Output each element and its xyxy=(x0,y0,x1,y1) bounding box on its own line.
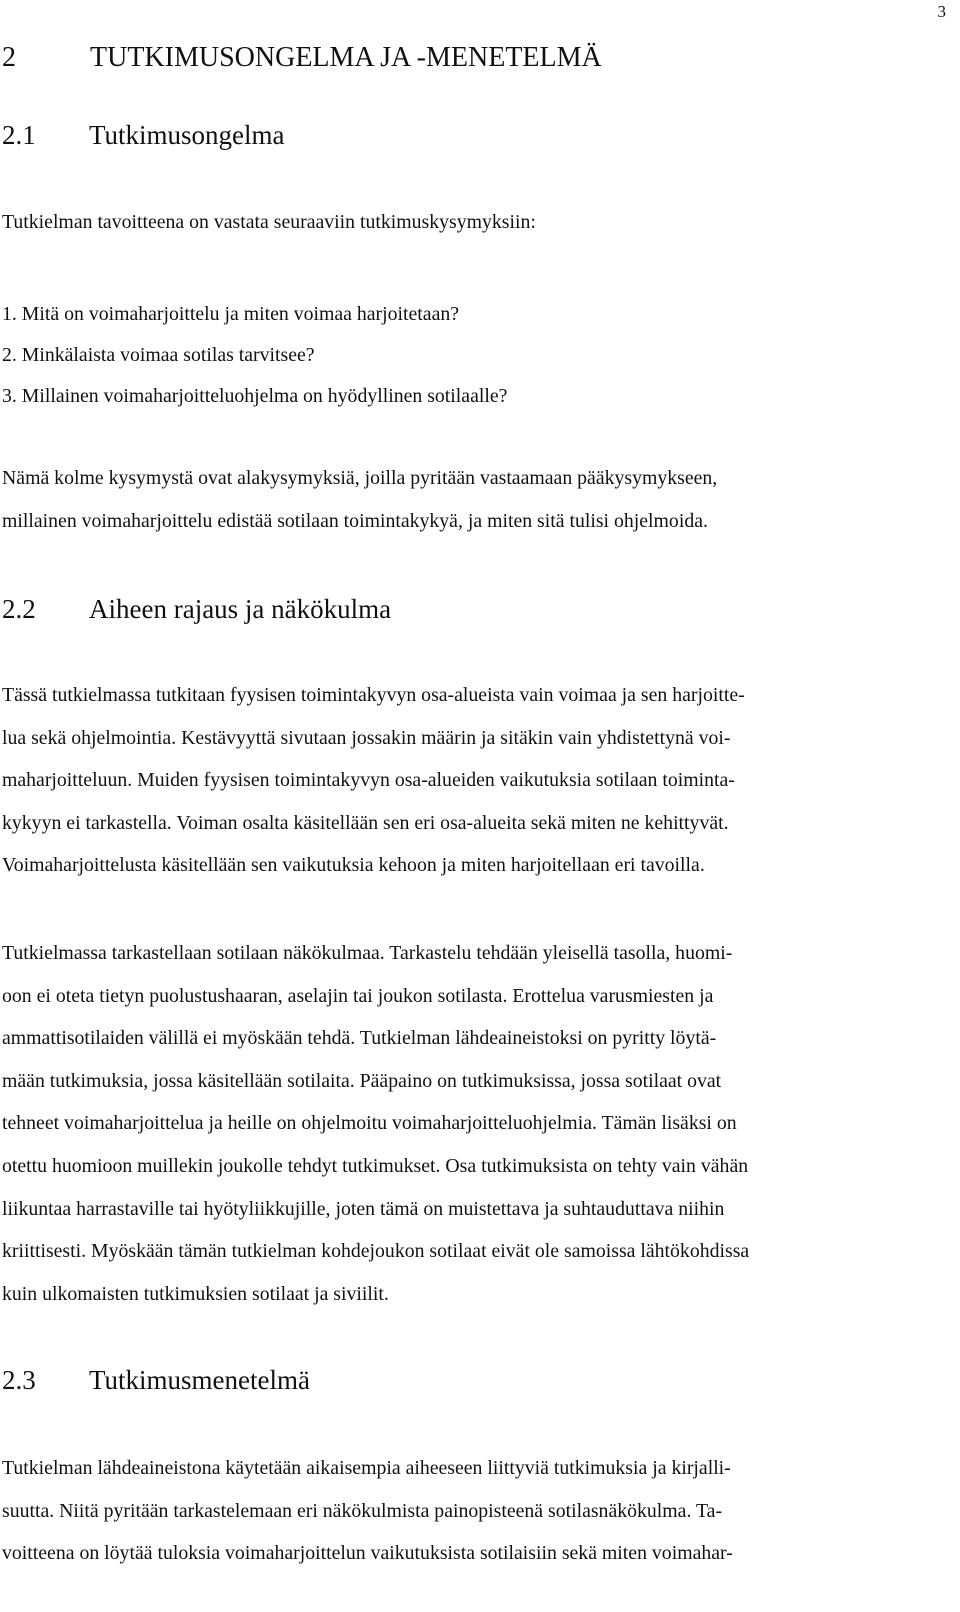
text-line: Tässä tutkielmassa tutkitaan fyysisen toimintakyvyn osa-alueista vain voimaa ja sen harjoitte- xyxy=(2,684,745,706)
section-title: Tutkimusmenetelmä xyxy=(89,1365,310,1395)
section-number: 2.3 xyxy=(2,1365,36,1395)
intro-paragraph xyxy=(2,201,942,244)
text-line: ammattisotilaiden välillä ei myöskään tehdä. Tutkielman lähdeaineistoksi on pyritty löytä- xyxy=(2,1027,717,1050)
text-line: Tutkielman tavoitteena on vastata seuraaviin tutkimuskysymyksiin: xyxy=(2,211,536,233)
section-title: Tutkimusongelma xyxy=(89,120,285,150)
research-questions-list xyxy=(2,294,507,417)
text-line: mään tutkimuksia, jossa käsitellään sotilaita. Pääpaino on tutkimuksissa, jossa sotilaat ovat xyxy=(2,1069,722,1092)
list-item: 3. Millainen voimaharjoitteluohjelma on hyödyllinen sotilaalle? xyxy=(2,385,508,407)
text-line: kuin ulkomaisten tutkimuksien sotilaat ja siviilit. xyxy=(2,1282,389,1305)
paragraph-method xyxy=(2,1447,942,1575)
section-heading-2-2 xyxy=(2,590,391,628)
text-line: tehneet voimaharjoittelua ja heille on ohjelmoitu voimaharjoitteluohjelmia. Tämän lisäksi on xyxy=(2,1112,737,1135)
text-line: liikuntaa harrastaville tai hyötyliikkujille, joten tämä on muistettava ja suhtauduttava niihin xyxy=(2,1197,725,1220)
section-title: Aiheen rajaus ja näkökulma xyxy=(89,594,392,624)
text-line: Nämä kolme kysymystä ovat alakysymyksiä, joilla pyritään vastaamaan pääkysymykseen, xyxy=(2,467,718,489)
text-line: Tutkielman lähdeaineistona käytetään aikaisempia aiheeseen liittyviä tutkimuksia ja kirjalli- xyxy=(2,1457,731,1479)
chapter-title: TUTKIMUSONGELMA JA -MENETELMÄ xyxy=(90,42,602,73)
paragraph-main-question xyxy=(2,457,942,542)
section-number: 2.1 xyxy=(2,120,36,150)
chapter-number: 2 xyxy=(2,42,16,73)
text-line: voitteena on löytää tuloksia voimaharjoittelun vaikutuksista sotilaisiin sekä miten voimahar- xyxy=(2,1542,733,1565)
text-line: otettu huomioon muillekin joukolle tehdyt tutkimukset. Osa tutkimuksista on tehty vain vähän xyxy=(2,1154,749,1177)
list-item: 2. Minkälaista voimaa sotilas tarvitsee? xyxy=(2,344,315,366)
text-line: millainen voimaharjoittelu edistää sotilaan toimintakykyä, ja miten sitä tulisi ohjelmoida. xyxy=(2,509,708,532)
section-heading-2-3 xyxy=(2,1361,310,1399)
paragraph-scope xyxy=(2,674,942,930)
text-line: lua sekä ohjelmointia. Kestävyyttä sivutaan jossakin määrin ja sitäkin vain yhdistettynä voi- xyxy=(2,726,731,749)
text-line: maharjoitteluun. Muiden fyysisen toimintakyvyn osa-alueiden vaikutuksia sotilaan toiminta- xyxy=(2,769,735,792)
chapter-heading xyxy=(2,38,602,78)
text-line xyxy=(2,887,942,930)
section-number: 2.2 xyxy=(2,594,36,624)
text-line: kriittisesti. Myöskään tämän tutkielman kohdejoukon sotilaat eivät ole samoissa lähtökohdissa xyxy=(2,1240,750,1263)
page-number: 3 xyxy=(937,2,946,21)
text-line: Voimaharjoittelusta käsitellään sen vaikutuksia kehoon ja miten harjoitellaan eri tavoilla. xyxy=(2,854,705,877)
paragraph-perspective xyxy=(2,932,942,1315)
text-line: kykyyn ei tarkastella. Voiman osalta käsitellään sen eri osa-alueita sekä miten ne kehittyvät. xyxy=(2,811,729,834)
text-line: Tutkielmassa tarkastellaan sotilaan näkökulmaa. Tarkastelu tehdään yleisellä tasolla, huomi- xyxy=(2,942,733,964)
list-item: 1. Mitä on voimaharjoittelu ja miten voimaa harjoitetaan? xyxy=(2,303,460,325)
text-line: suutta. Niitä pyritään tarkastelemaan eri näkökulmista painopisteenä sotilasnäkökulma. Ta- xyxy=(2,1499,723,1522)
section-heading-2-1 xyxy=(2,116,285,154)
text-line: oon ei oteta tietyn puolustushaaran, aselajin tai joukon sotilasta. Erottelua varusmiesten ja xyxy=(2,984,714,1007)
